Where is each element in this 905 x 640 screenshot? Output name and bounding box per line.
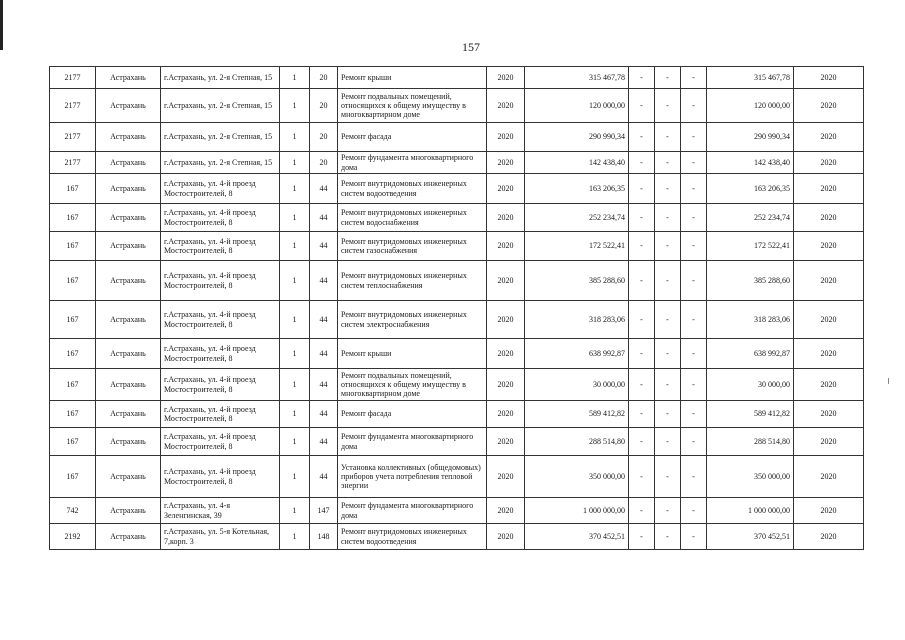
year-cell: 2020 [487,174,525,204]
count-cell: 1 [280,174,310,204]
year-end-cell: 2020 [794,123,864,152]
dash-cell: - [629,89,655,123]
total-cost-cell: 142 438,40 [525,152,629,174]
dash-cell: - [681,428,707,456]
amount-cell: 30 000,00 [707,369,794,401]
count-cell: 1 [280,67,310,89]
address-cell: г.Астрахань, ул. 4-й проезд Мостостроителей, 8 [161,174,280,204]
dash-cell: - [655,369,681,401]
count-cell: 1 [280,123,310,152]
total-cost-cell: 30 000,00 [525,369,629,401]
work-type-cell: Ремонт фундамента многоквартирного дома [338,428,487,456]
dash-cell: - [655,301,681,339]
dash-cell: - [655,456,681,498]
floors-cell: 20 [310,152,338,174]
city-cell: Астрахань [96,401,161,428]
floors-cell: 44 [310,204,338,232]
total-cost-cell: 318 283,06 [525,301,629,339]
year-cell: 2020 [487,301,525,339]
year-cell: 2020 [487,232,525,261]
table-row [50,524,864,550]
table-row [50,369,864,401]
amount-cell: 385 288,60 [707,261,794,301]
work-type-cell: Ремонт фундамента многоквартирного дома [338,498,487,524]
year-cell: 2020 [487,261,525,301]
dash-cell: - [655,123,681,152]
total-cost-cell: 252 234,74 [525,204,629,232]
floors-cell: 147 [310,498,338,524]
year-cell: 2020 [487,89,525,123]
amount-cell: 350 000,00 [707,456,794,498]
row-id: 2177 [50,89,96,123]
amount-cell: 252 234,74 [707,204,794,232]
dash-cell: - [629,524,655,550]
floors-cell: 44 [310,301,338,339]
city-cell: Астрахань [96,456,161,498]
dash-cell: - [681,369,707,401]
year-cell: 2020 [487,401,525,428]
city-cell: Астрахань [96,232,161,261]
count-cell: 1 [280,89,310,123]
work-type-cell: Ремонт фасада [338,401,487,428]
city-cell: Астрахань [96,67,161,89]
dash-cell: - [681,401,707,428]
row-id: 167 [50,456,96,498]
floors-cell: 44 [310,261,338,301]
table-row [50,152,864,174]
address-cell: г.Астрахань, ул. 4-й проезд Мостостроителей, 8 [161,301,280,339]
table-row [50,456,864,498]
city-cell: Астрахань [96,152,161,174]
count-cell: 1 [280,428,310,456]
amount-cell: 1 000 000,00 [707,498,794,524]
amount-cell: 318 283,06 [707,301,794,339]
dash-cell: - [655,339,681,369]
work-type-cell: Ремонт крыши [338,67,487,89]
row-id: 167 [50,261,96,301]
dash-cell: - [681,339,707,369]
year-end-cell: 2020 [794,152,864,174]
floors-cell: 20 [310,67,338,89]
year-cell: 2020 [487,498,525,524]
dash-cell: - [629,174,655,204]
row-id: 167 [50,369,96,401]
city-cell: Астрахань [96,204,161,232]
work-type-cell: Ремонт внутридомовых инженерных систем водоотведения [338,174,487,204]
scan-dot [888,378,889,384]
dash-cell: - [655,401,681,428]
dash-cell: - [629,369,655,401]
dash-cell: - [681,498,707,524]
table-row [50,67,864,89]
city-cell: Астрахань [96,123,161,152]
row-id: 2177 [50,123,96,152]
year-end-cell: 2020 [794,456,864,498]
year-cell: 2020 [487,123,525,152]
dash-cell: - [681,301,707,339]
address-cell: г.Астрахань, ул. 4-й проезд Мостостроителей, 8 [161,261,280,301]
year-end-cell: 2020 [794,67,864,89]
city-cell: Астрахань [96,339,161,369]
address-cell: г.Астрахань, ул. 2-я Степная, 15 [161,152,280,174]
work-type-cell: Ремонт фасада [338,123,487,152]
row-id: 167 [50,204,96,232]
year-end-cell: 2020 [794,339,864,369]
dash-cell: - [681,524,707,550]
city-cell: Астрахань [96,428,161,456]
row-id: 167 [50,428,96,456]
year-cell: 2020 [487,339,525,369]
row-id: 167 [50,174,96,204]
dash-cell: - [629,123,655,152]
dash-cell: - [629,498,655,524]
city-cell: Астрахань [96,174,161,204]
row-id: 2177 [50,67,96,89]
total-cost-cell: 370 452,51 [525,524,629,550]
year-end-cell: 2020 [794,524,864,550]
total-cost-cell: 638 992,87 [525,339,629,369]
dash-cell: - [681,261,707,301]
floors-cell: 44 [310,369,338,401]
dash-cell: - [681,174,707,204]
row-id: 167 [50,339,96,369]
dash-cell: - [655,232,681,261]
work-type-cell: Ремонт фундамента многоквартирного дома [338,152,487,174]
amount-cell: 638 992,87 [707,339,794,369]
year-cell: 2020 [487,456,525,498]
city-cell: Астрахань [96,301,161,339]
floors-cell: 44 [310,456,338,498]
total-cost-cell: 350 000,00 [525,456,629,498]
dash-cell: - [629,232,655,261]
year-cell: 2020 [487,204,525,232]
dash-cell: - [681,204,707,232]
dash-cell: - [655,498,681,524]
dash-cell: - [681,89,707,123]
dash-cell: - [629,67,655,89]
total-cost-cell: 385 288,60 [525,261,629,301]
table-row [50,232,864,261]
floors-cell: 148 [310,524,338,550]
year-end-cell: 2020 [794,204,864,232]
address-cell: г.Астрахань, ул. 4-й проезд Мостостроителей, 8 [161,428,280,456]
city-cell: Астрахань [96,498,161,524]
row-id: 2192 [50,524,96,550]
work-type-cell: Ремонт крыши [338,339,487,369]
total-cost-cell: 589 412,82 [525,401,629,428]
dash-cell: - [629,339,655,369]
year-cell: 2020 [487,152,525,174]
year-cell: 2020 [487,428,525,456]
row-id: 2177 [50,152,96,174]
page-number: 157 [462,40,480,54]
work-type-cell: Ремонт внутридомовых инженерных систем водоотведения [338,524,487,550]
total-cost-cell: 315 467,78 [525,67,629,89]
year-end-cell: 2020 [794,498,864,524]
floors-cell: 44 [310,339,338,369]
row-id: 167 [50,232,96,261]
row-id: 167 [50,401,96,428]
city-cell: Астрахань [96,261,161,301]
count-cell: 1 [280,301,310,339]
count-cell: 1 [280,261,310,301]
total-cost-cell: 290 990,34 [525,123,629,152]
year-cell: 2020 [487,369,525,401]
total-cost-cell: 288 514,80 [525,428,629,456]
count-cell: 1 [280,232,310,261]
repair-schedule-table [49,66,864,550]
dash-cell: - [629,401,655,428]
year-end-cell: 2020 [794,301,864,339]
amount-cell: 142 438,40 [707,152,794,174]
count-cell: 1 [280,498,310,524]
work-type-cell: Ремонт внутридомовых инженерных систем электроснабжения [338,301,487,339]
work-type-cell: Ремонт подвальных помещений, относящихся к общему имуществу в многоквартирном доме [338,369,487,401]
total-cost-cell: 172 522,41 [525,232,629,261]
table-row [50,174,864,204]
floors-cell: 44 [310,428,338,456]
city-cell: Астрахань [96,524,161,550]
year-end-cell: 2020 [794,232,864,261]
table-row [50,261,864,301]
dash-cell: - [629,204,655,232]
scan-edge-mark [0,0,3,50]
address-cell: г.Астрахань, ул. 4-й проезд Мостостроителей, 8 [161,369,280,401]
work-type-cell: Ремонт внутридомовых инженерных систем теплоснабжения [338,261,487,301]
dash-cell: - [655,428,681,456]
year-end-cell: 2020 [794,401,864,428]
address-cell: г.Астрахань, ул. 4-я Зеленгинская, 39 [161,498,280,524]
dash-cell: - [655,67,681,89]
year-end-cell: 2020 [794,174,864,204]
year-cell: 2020 [487,524,525,550]
year-cell: 2020 [487,67,525,89]
total-cost-cell: 163 206,35 [525,174,629,204]
total-cost-cell: 120 000,00 [525,89,629,123]
city-cell: Астрахань [96,89,161,123]
table-row [50,498,864,524]
dash-cell: - [655,204,681,232]
amount-cell: 163 206,35 [707,174,794,204]
count-cell: 1 [280,204,310,232]
table-row [50,123,864,152]
dash-cell: - [681,152,707,174]
address-cell: г.Астрахань, ул. 5-я Котельная, 7,корп. 3 [161,524,280,550]
total-cost-cell: 1 000 000,00 [525,498,629,524]
count-cell: 1 [280,369,310,401]
dash-cell: - [681,456,707,498]
amount-cell: 288 514,80 [707,428,794,456]
floors-cell: 20 [310,89,338,123]
work-type-cell: Установка коллективных (общедомовых) приборов учета потребления тепловой энергии [338,456,487,498]
count-cell: 1 [280,339,310,369]
dash-cell: - [629,261,655,301]
dash-cell: - [629,301,655,339]
floors-cell: 44 [310,401,338,428]
address-cell: г.Астрахань, ул. 2-я Степная, 15 [161,123,280,152]
count-cell: 1 [280,524,310,550]
count-cell: 1 [280,152,310,174]
dash-cell: - [629,428,655,456]
floors-cell: 44 [310,174,338,204]
floors-cell: 44 [310,232,338,261]
table-row [50,401,864,428]
dash-cell: - [655,261,681,301]
dash-cell: - [629,456,655,498]
row-id: 742 [50,498,96,524]
year-end-cell: 2020 [794,261,864,301]
address-cell: г.Астрахань, ул. 2-я Степная, 15 [161,67,280,89]
work-type-cell: Ремонт внутридомовых инженерных систем газоснабжения [338,232,487,261]
address-cell: г.Астрахань, ул. 4-й проезд Мостостроителей, 8 [161,232,280,261]
amount-cell: 315 467,78 [707,67,794,89]
count-cell: 1 [280,401,310,428]
dash-cell: - [655,152,681,174]
address-cell: г.Астрахань, ул. 4-й проезд Мостостроителей, 8 [161,204,280,232]
table-row [50,339,864,369]
year-end-cell: 2020 [794,89,864,123]
dash-cell: - [681,123,707,152]
address-cell: г.Астрахань, ул. 4-й проезд Мостостроителей, 8 [161,401,280,428]
dash-cell: - [655,89,681,123]
row-id: 167 [50,301,96,339]
dash-cell: - [681,232,707,261]
amount-cell: 120 000,00 [707,89,794,123]
floors-cell: 20 [310,123,338,152]
dash-cell: - [655,524,681,550]
address-cell: г.Астрахань, ул. 4-й проезд Мостостроителей, 8 [161,339,280,369]
dash-cell: - [681,67,707,89]
address-cell: г.Астрахань, ул. 4-й проезд Мостостроителей, 8 [161,456,280,498]
address-cell: г.Астрахань, ул. 2-я Степная, 15 [161,89,280,123]
dash-cell: - [629,152,655,174]
table-row [50,301,864,339]
table-body [50,67,864,550]
dash-cell: - [655,174,681,204]
count-cell: 1 [280,456,310,498]
amount-cell: 370 452,51 [707,524,794,550]
year-end-cell: 2020 [794,369,864,401]
amount-cell: 589 412,82 [707,401,794,428]
year-end-cell: 2020 [794,428,864,456]
table-row [50,204,864,232]
work-type-cell: Ремонт внутридомовых инженерных систем водоснабжения [338,204,487,232]
amount-cell: 172 522,41 [707,232,794,261]
work-type-cell: Ремонт подвальных помещений, относящихся к общему имуществу в многоквартирном доме [338,89,487,123]
amount-cell: 290 990,34 [707,123,794,152]
table-row [50,89,864,123]
table-row [50,428,864,456]
city-cell: Астрахань [96,369,161,401]
